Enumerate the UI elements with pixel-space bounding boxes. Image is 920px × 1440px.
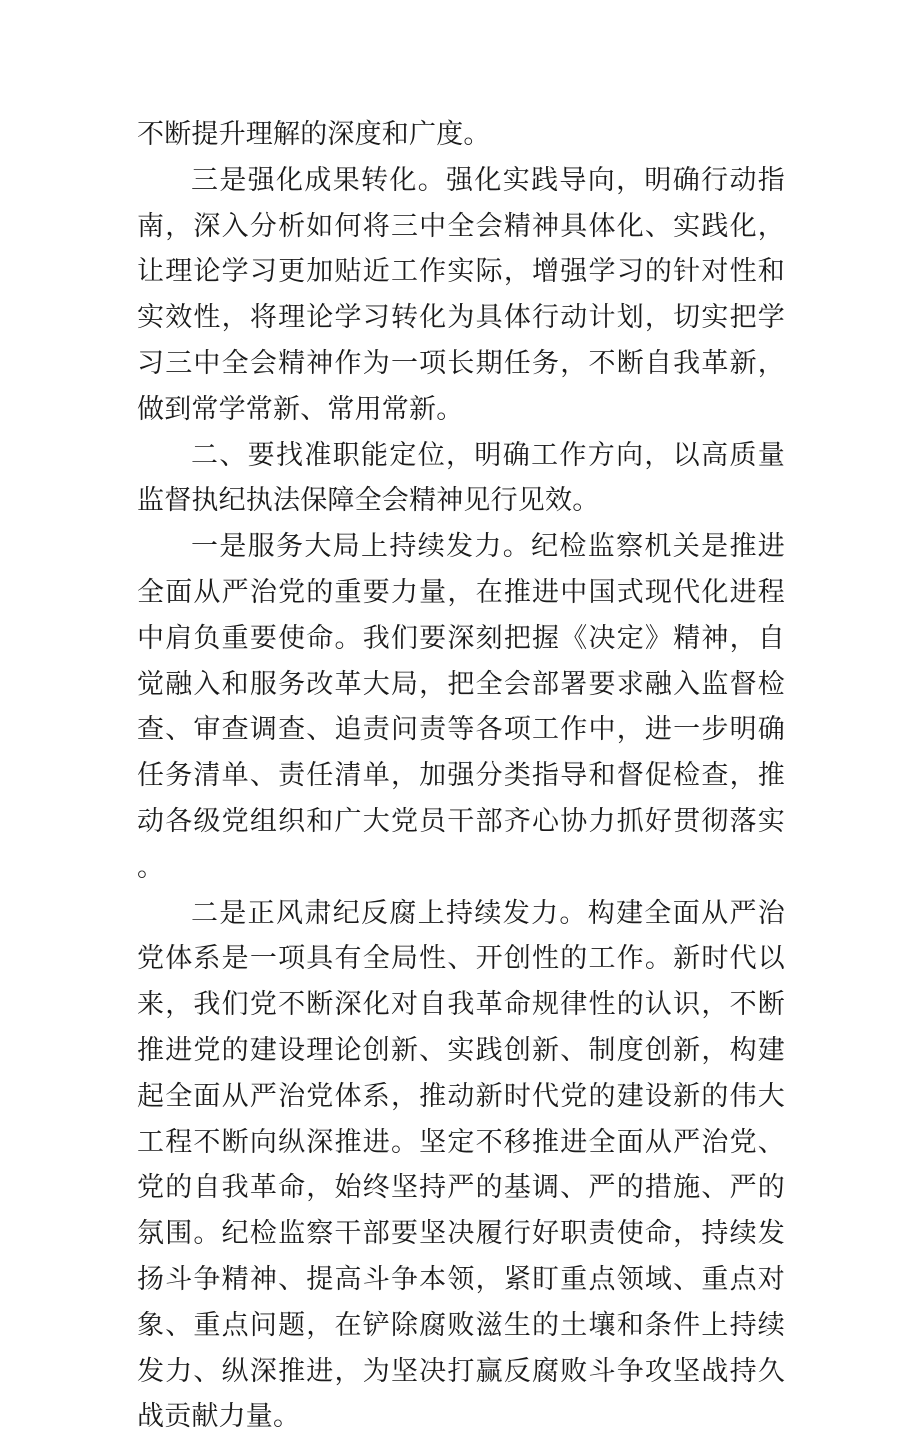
paragraph-continuation: 不断提升理解的深度和广度。 — [137, 119, 491, 150]
document-body — [137, 112, 785, 1440]
paragraph-point-one: 一是服务大局上持续发力。纪检监察机关是推进全面从严治党的重要力量，在推进中国式现代化进程中肩负重要使命。我们要深刻把握《决定》精神，自觉融入和服务改革大局，把全会部署要求融入监督检查、审查调查、追责问责等各项工作中，进一步明确任务清单、责任清单，加强分类指导和督促检查，推动各级党组织和广大党员干部齐心协力抓好贯彻落实。 — [137, 531, 785, 883]
paragraph-point-three: 三是强化成果转化。强化实践导向，明确行动指南，深入分析如何将三中全会精神具体化、实践化，让理论学习更加贴近工作实际，增强学习的针对性和实效性，将理论学习转化为具体行动计划，切实把学习三中全会精神作为一项长期任务，不断自我革新，做到常学常新、常用常新。 — [137, 164, 785, 425]
paragraph-point-two: 二是正风肃纪反腐上持续发力。构建全面从严治党体系是一项具有全局性、开创性的工作。新时代以来，我们党不断深化对自我革命规律性的认识，不断推进党的建设理论创新、实践创新、制度创新，构建起全面从严治党体系，推动新时代党的建设新的伟大工程不断向纵深推进。坚定不移推进全面从严治党、党的自我革命，始终坚持严的基调、严的措施、严的氛围。纪检监察干部要坚决履行好职责使命，持续发扬斗争精神、提高斗争本领，紧盯重点领域、重点对象、重点问题，在铲除腐败滋生的土壤和条件上持续发力、纵深推进，为坚决打赢反腐败斗争攻坚战持久战贡献力量。 — [137, 897, 785, 1433]
paragraph-section-two-heading: 二、要找准职能定位，明确工作方向，以高质量监督执纪执法保障全会精神见行见效。 — [137, 439, 785, 517]
